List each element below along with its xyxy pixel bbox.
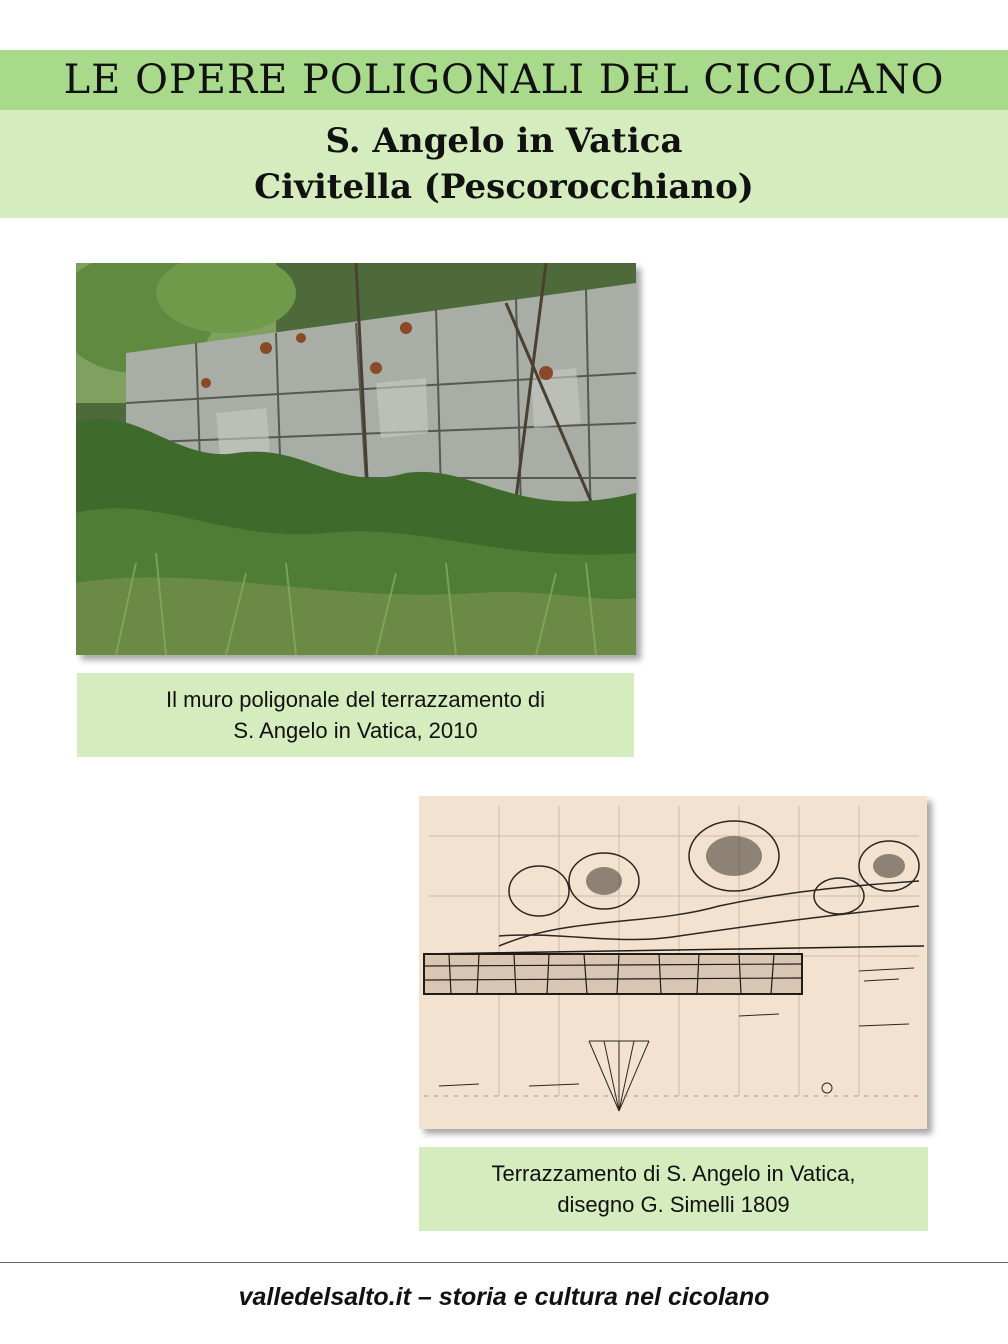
title-band: [0, 50, 1008, 110]
photo-caption: [77, 673, 634, 757]
footer-text: valledelsalto.it – storia e cultura nel cicolano: [238, 1283, 770, 1311]
footer-divider: [0, 1262, 1008, 1263]
subtitle-line-1: S. Angelo in Vatica: [325, 121, 683, 161]
simelli-drawing-image: [419, 796, 927, 1129]
drawing-caption-line-2: disegno G. Simelli 1809: [557, 1192, 790, 1217]
photo-caption-line-1: Il muro poligonale del terrazzamento di: [165, 687, 546, 712]
photo-caption-line-2: S. Angelo in Vatica, 2010: [233, 718, 478, 743]
simelli-drawing: [419, 796, 927, 1129]
subtitle-line-2: Civitella (Pescorocchiano): [254, 167, 754, 207]
drawing-caption-line-1: Terrazzamento di S. Angelo in Vatica,: [491, 1161, 856, 1186]
drawing-caption: [419, 1147, 928, 1231]
wall-photo: [76, 263, 636, 655]
wall-photo-image: [76, 263, 636, 655]
subtitle-band: [0, 110, 1008, 218]
page-title: LE OPERE POLIGONALI DEL CICOLANO: [63, 57, 945, 103]
